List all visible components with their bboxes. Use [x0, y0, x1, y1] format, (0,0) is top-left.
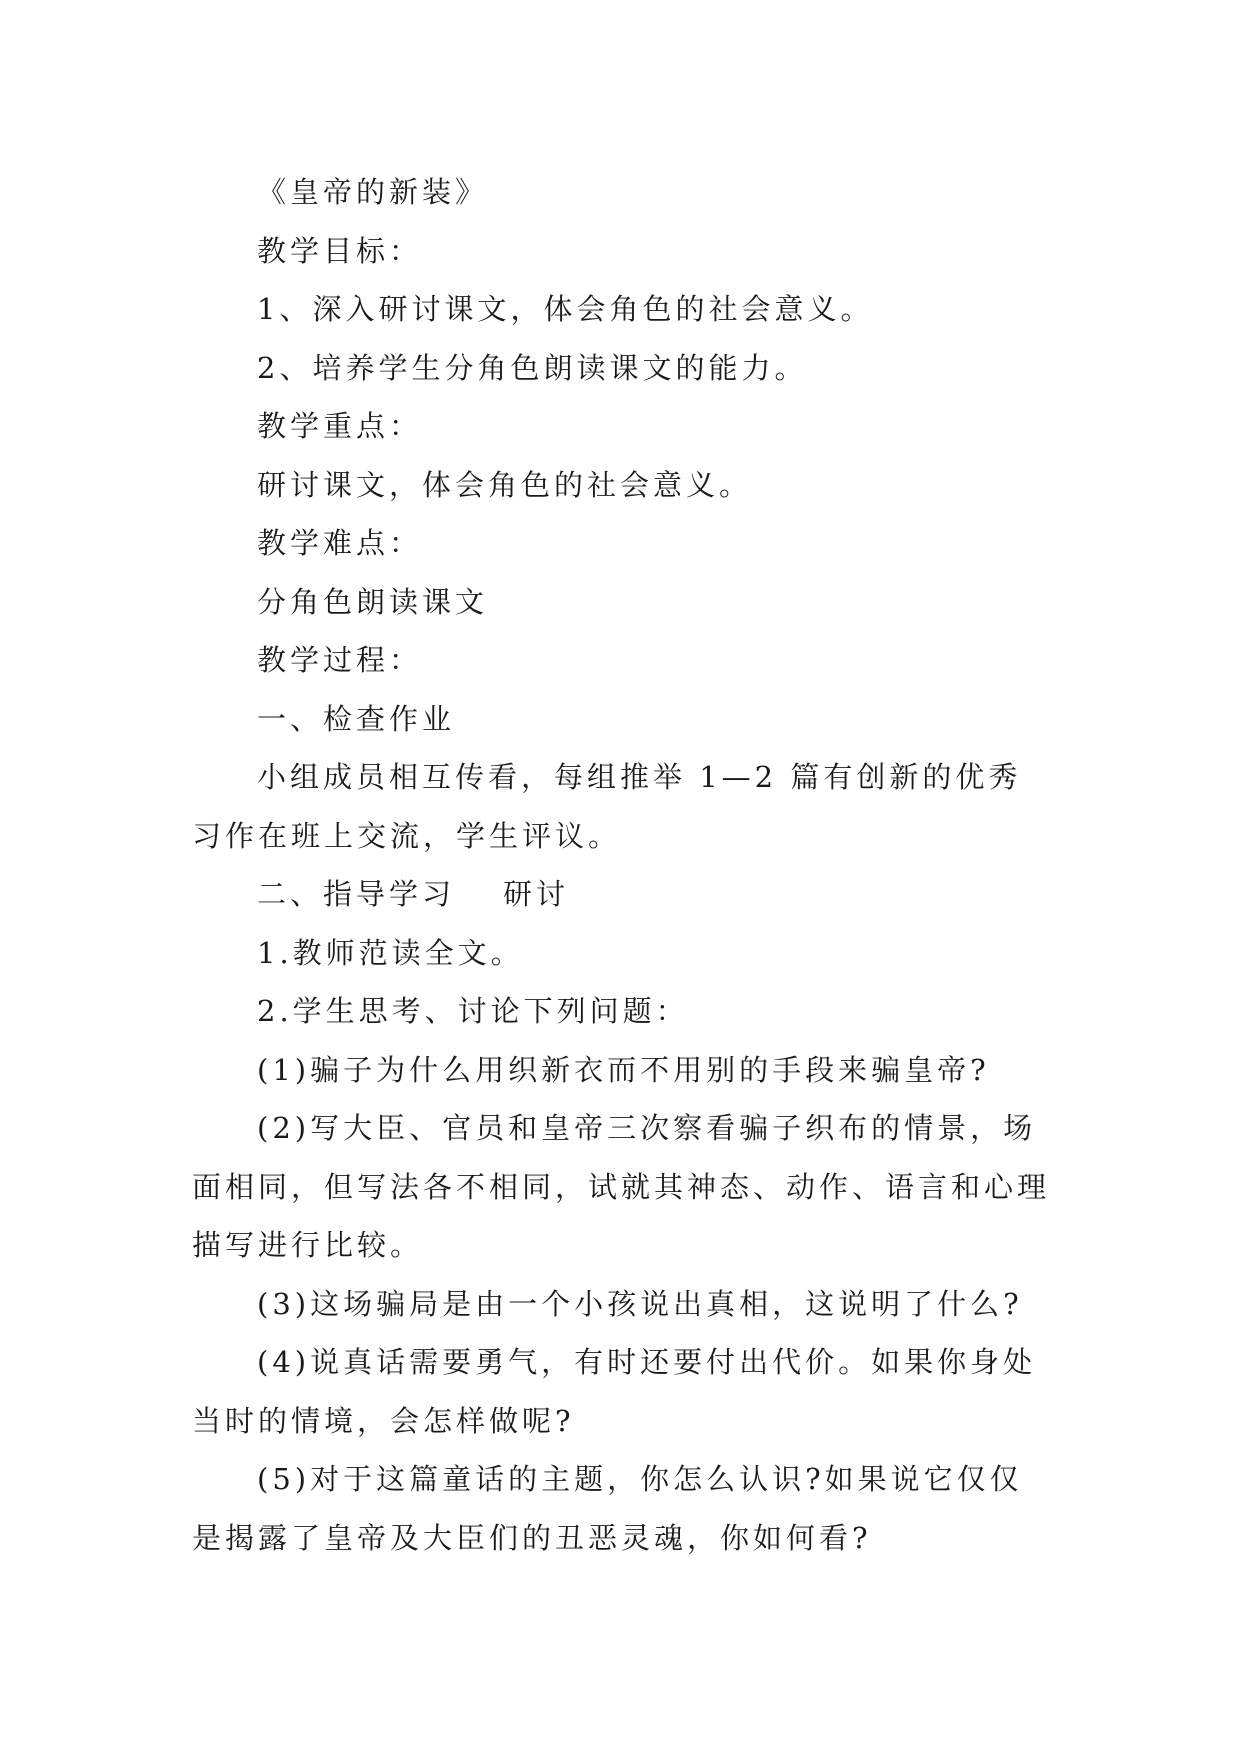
paragraph: (3)这场骗局是由一个小孩说出真相，这说明了什么?	[257, 1286, 1023, 1321]
paragraph: 一、检查作业	[257, 701, 456, 736]
document-page	[192, 163, 1052, 1567]
paragraph: 1.教师范读全文。	[257, 935, 524, 970]
paragraph: (2)写大臣、官员和皇帝三次察看骗子织布的情景，场面相同，但写法各不相同，试就其神态、动作、语言和心理描写进行比较。	[192, 1111, 1051, 1262]
section-heading-main: 二、指导学习	[257, 877, 456, 911]
paragraph: 2.学生思考、讨论下列问题：	[257, 994, 689, 1028]
paragraph: 教学重点：	[257, 409, 423, 443]
section-heading-tail: 研讨	[503, 877, 570, 911]
paragraph: 教学目标：	[257, 233, 423, 268]
section-heading	[192, 865, 1052, 924]
paragraph: (4)说真话需要勇气，有时还要付出代价。如果你身处当时的情境，会怎样做呢?	[192, 1345, 1037, 1438]
paragraph: (5)对于这篇童话的主题，你怎么认识?如果说它仅仅是揭露了皇帝及大臣们的丑恶灵魂，你如何看?	[192, 1462, 1023, 1555]
paragraph: 教学难点：	[257, 526, 423, 560]
paragraph: 研讨课文，体会角色的社会意义。	[257, 467, 753, 502]
paragraph: 2、培养学生分角色朗读课文的能力。	[257, 350, 808, 385]
paragraph: 1、深入研讨课文，体会角色的社会意义。	[257, 292, 874, 326]
paragraph: 小组成员相互传看，每组推举 1—2 篇有创新的优秀习作在班上交流，学生评议。	[192, 760, 1022, 853]
paragraph: 教学过程：	[257, 643, 423, 677]
document-title: 《皇帝的新装》	[257, 175, 489, 209]
paragraph: (1)骗子为什么用织新衣而不用别的手段来骗皇帝?	[257, 1052, 990, 1087]
paragraph: 分角色朗读课文	[257, 584, 489, 619]
